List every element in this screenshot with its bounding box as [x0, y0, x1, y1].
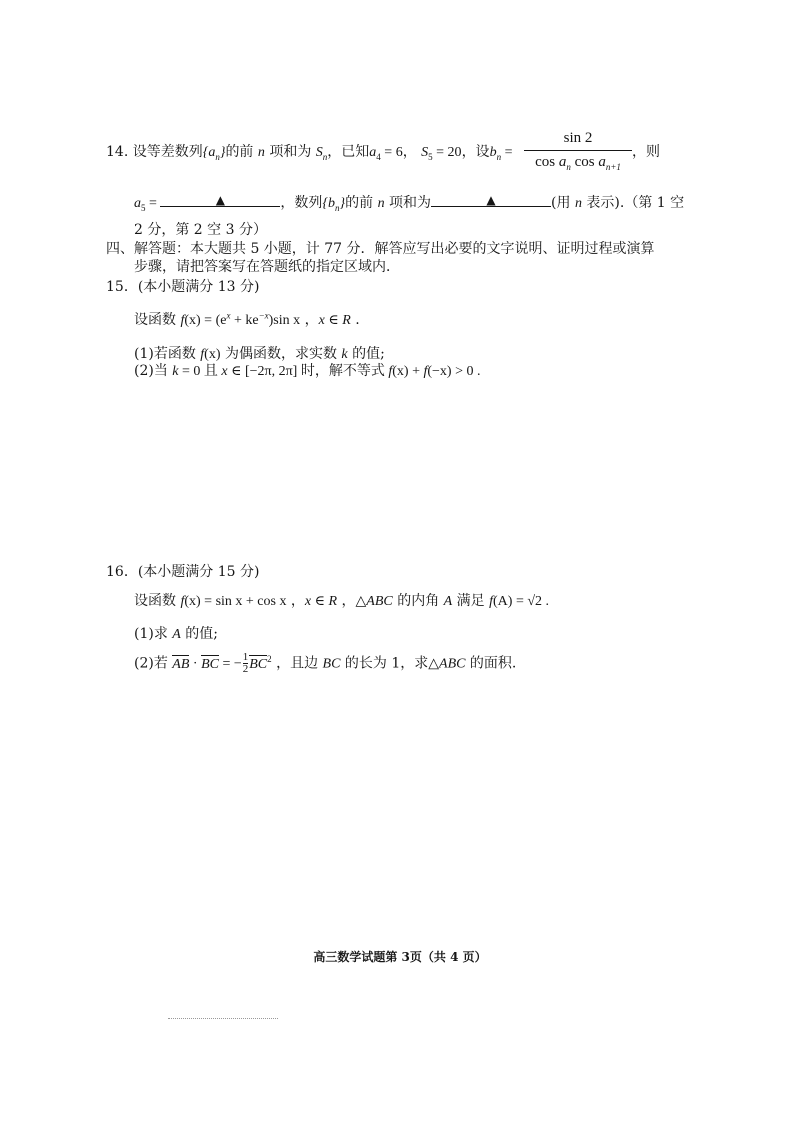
section4-line1 [106, 240, 655, 258]
q15-def-a: 设函数 [134, 312, 181, 328]
triangle-icon: ▲ [215, 193, 226, 207]
q15-def-c: + ke [230, 313, 259, 328]
var-ABC: ABC [366, 594, 393, 609]
var-S5-sub: 5 [428, 151, 433, 162]
q14-text-b: 的前 [225, 144, 254, 160]
q15-p1-b: (x) [204, 347, 221, 362]
answer-blank-1[interactable] [160, 192, 280, 207]
q16-definition [134, 592, 549, 611]
then-text: ，则 [632, 144, 660, 160]
triangle-icon: ▲ [486, 193, 496, 207]
var-A: A [172, 627, 181, 642]
var-k: k [172, 364, 179, 379]
q15-p1-d: 的值; [347, 346, 385, 362]
half-num: 1 [242, 651, 249, 663]
q14-text-e: ，设 [461, 144, 490, 160]
q16-p2-b: ，且边 [271, 655, 323, 672]
seq-b-end: } [339, 196, 346, 211]
equals: = [501, 145, 513, 160]
seq-a: {a [202, 145, 216, 160]
var-a5-sub: 5 [141, 202, 146, 213]
q14-text-d: ，已知 [327, 144, 370, 160]
q15-def-e: ， [300, 312, 319, 328]
q14-line2 [134, 192, 684, 213]
q14-fraction [524, 130, 632, 171]
cos1: cos [535, 154, 559, 170]
var-n: n [257, 145, 265, 160]
equals-neg: = − [218, 656, 242, 672]
q16-def-a: 设函数 [134, 593, 181, 609]
q16-def-h: 满足 [452, 593, 490, 609]
var-f: f [423, 364, 428, 379]
fraction-bar [524, 150, 632, 151]
q15-def-b: (x) = (e [184, 313, 227, 328]
den-b: a [598, 154, 606, 170]
var-ABC: ABC [439, 656, 466, 672]
answer-blank-2[interactable] [431, 192, 551, 207]
var-R: R [328, 594, 338, 609]
q16-p2-d: 的面积. [465, 655, 517, 672]
q15-header [106, 278, 259, 296]
q14-number: 14. [106, 144, 129, 160]
fraction-denominator [524, 154, 632, 171]
var-a4-sub: 4 [376, 151, 381, 162]
half-fraction [243, 652, 249, 675]
a5-equals: = [145, 196, 161, 211]
var-n2: n [377, 196, 385, 211]
var-f: f [489, 594, 494, 609]
q15-def-d: )sin x [268, 313, 301, 328]
q15-part2 [134, 362, 481, 381]
var-b-sub: n [496, 151, 502, 162]
q14-line1 [106, 143, 512, 162]
q16-p2-c: 的长为 1，求△ [340, 655, 440, 672]
dot: · [189, 656, 202, 672]
S5-value: = 20 [432, 145, 462, 160]
q16-p1-a: (1)求 [134, 626, 173, 642]
a4-value: = 6 [380, 145, 403, 160]
var-A: A [443, 594, 453, 609]
q16-p2-a: (2)若 [134, 655, 173, 672]
q14-text-j: 表示).（第 1 空 [586, 195, 685, 211]
seq-b: {b [322, 196, 336, 211]
q15-header-text: 15．(本小题满分 13 分) [106, 279, 260, 295]
squared: 2 [267, 653, 272, 664]
fraction-numerator: sin 2 [563, 130, 593, 146]
q15-p2-a: (2)当 [134, 363, 173, 379]
section4-text1: 四、解答题：本大题共 5 小题，计 77 分．解答应写出必要的文字说明、证明过程或演算 [106, 241, 655, 257]
var-f: f [388, 364, 393, 379]
side-BC: BC [322, 656, 341, 672]
in-sym: ∈ [311, 594, 329, 609]
q16-p1-b: 的值; [180, 626, 219, 642]
den-a: a [558, 154, 567, 170]
section4-text2: 步骤，请把答案写在答题纸的指定区域内． [134, 259, 400, 275]
half-den: 2 [242, 663, 249, 675]
var-S5: S [421, 145, 429, 160]
var-n3: n [574, 196, 582, 211]
q14-scoring: 2 分，第 2 空 3 分） [134, 222, 267, 238]
var-S: S [315, 145, 323, 160]
q16-part2 [134, 652, 516, 675]
vector-BC-squared: BC [249, 656, 268, 672]
var-f: f [180, 313, 185, 328]
q16-part1 [134, 625, 218, 644]
q14-line3 [134, 221, 267, 239]
seq-a-sub: n [215, 151, 220, 162]
den-a-sub: n [566, 162, 571, 172]
q16-def-i: (A) = √2 . [493, 594, 550, 609]
comma: ， [402, 144, 417, 160]
den-b-sub: n+1 [605, 162, 621, 172]
q15-def-end: . [350, 312, 360, 328]
var-f: f [200, 347, 205, 362]
q16-def-e: ，△ [337, 593, 367, 609]
var-a5: a [134, 196, 141, 211]
var-a4: a [369, 145, 377, 160]
page-footer: 高三数学试题第 3页（共 4 页） [313, 950, 487, 964]
q15-definition [134, 311, 360, 330]
q16-def-c: ， [286, 593, 305, 609]
q16-header-text: 16．(本小题满分 15 分) [106, 564, 260, 580]
vector-AB: AB [172, 656, 190, 672]
q14-text-f: ，数列 [280, 195, 323, 211]
q16-header [106, 563, 259, 581]
q15-p2-d: (x) + [392, 364, 424, 379]
q14-text-g: 的前 [345, 195, 374, 211]
q15-p2-c: ∈ [−2π, 2π] 时，解不等式 [227, 364, 389, 379]
q15-p2-b: = 0 且 [178, 364, 222, 379]
cos2: cos [570, 154, 599, 170]
var-b: b [489, 145, 497, 160]
var-S-sub: n [322, 151, 328, 162]
q14-text-h: 项和为 [389, 195, 432, 211]
section4-line2 [134, 258, 400, 276]
q16-def-b: (x) = sin x + cos x [184, 594, 287, 609]
var-R: R [342, 313, 351, 328]
seq-a-end: } [219, 145, 226, 160]
q16-def-g: 的内角 [392, 593, 444, 609]
q15-p2-e: (−x) > 0 . [427, 364, 481, 379]
seq-b-sub: n [335, 202, 340, 213]
var-x: x [221, 364, 228, 379]
q15-p1-a: (1)若函数 [134, 346, 201, 362]
in-sym: ∈ [324, 313, 343, 328]
var-k: k [341, 347, 348, 362]
q14-text-i: (用 [551, 195, 571, 211]
q14-then [632, 143, 660, 161]
vector-BC: BC [201, 656, 219, 672]
sup-x: x [226, 310, 231, 321]
q15-p1-c: 为偶函数，求实数 [220, 346, 342, 362]
q14-text-c: 项和为 [269, 144, 312, 160]
scan-mark [168, 1018, 278, 1021]
var-x: x [304, 594, 312, 609]
sup-negx: −x [258, 310, 269, 321]
var-x: x [318, 313, 325, 328]
var-f: f [180, 594, 185, 609]
q14-text: 设等差数列 [132, 144, 203, 160]
